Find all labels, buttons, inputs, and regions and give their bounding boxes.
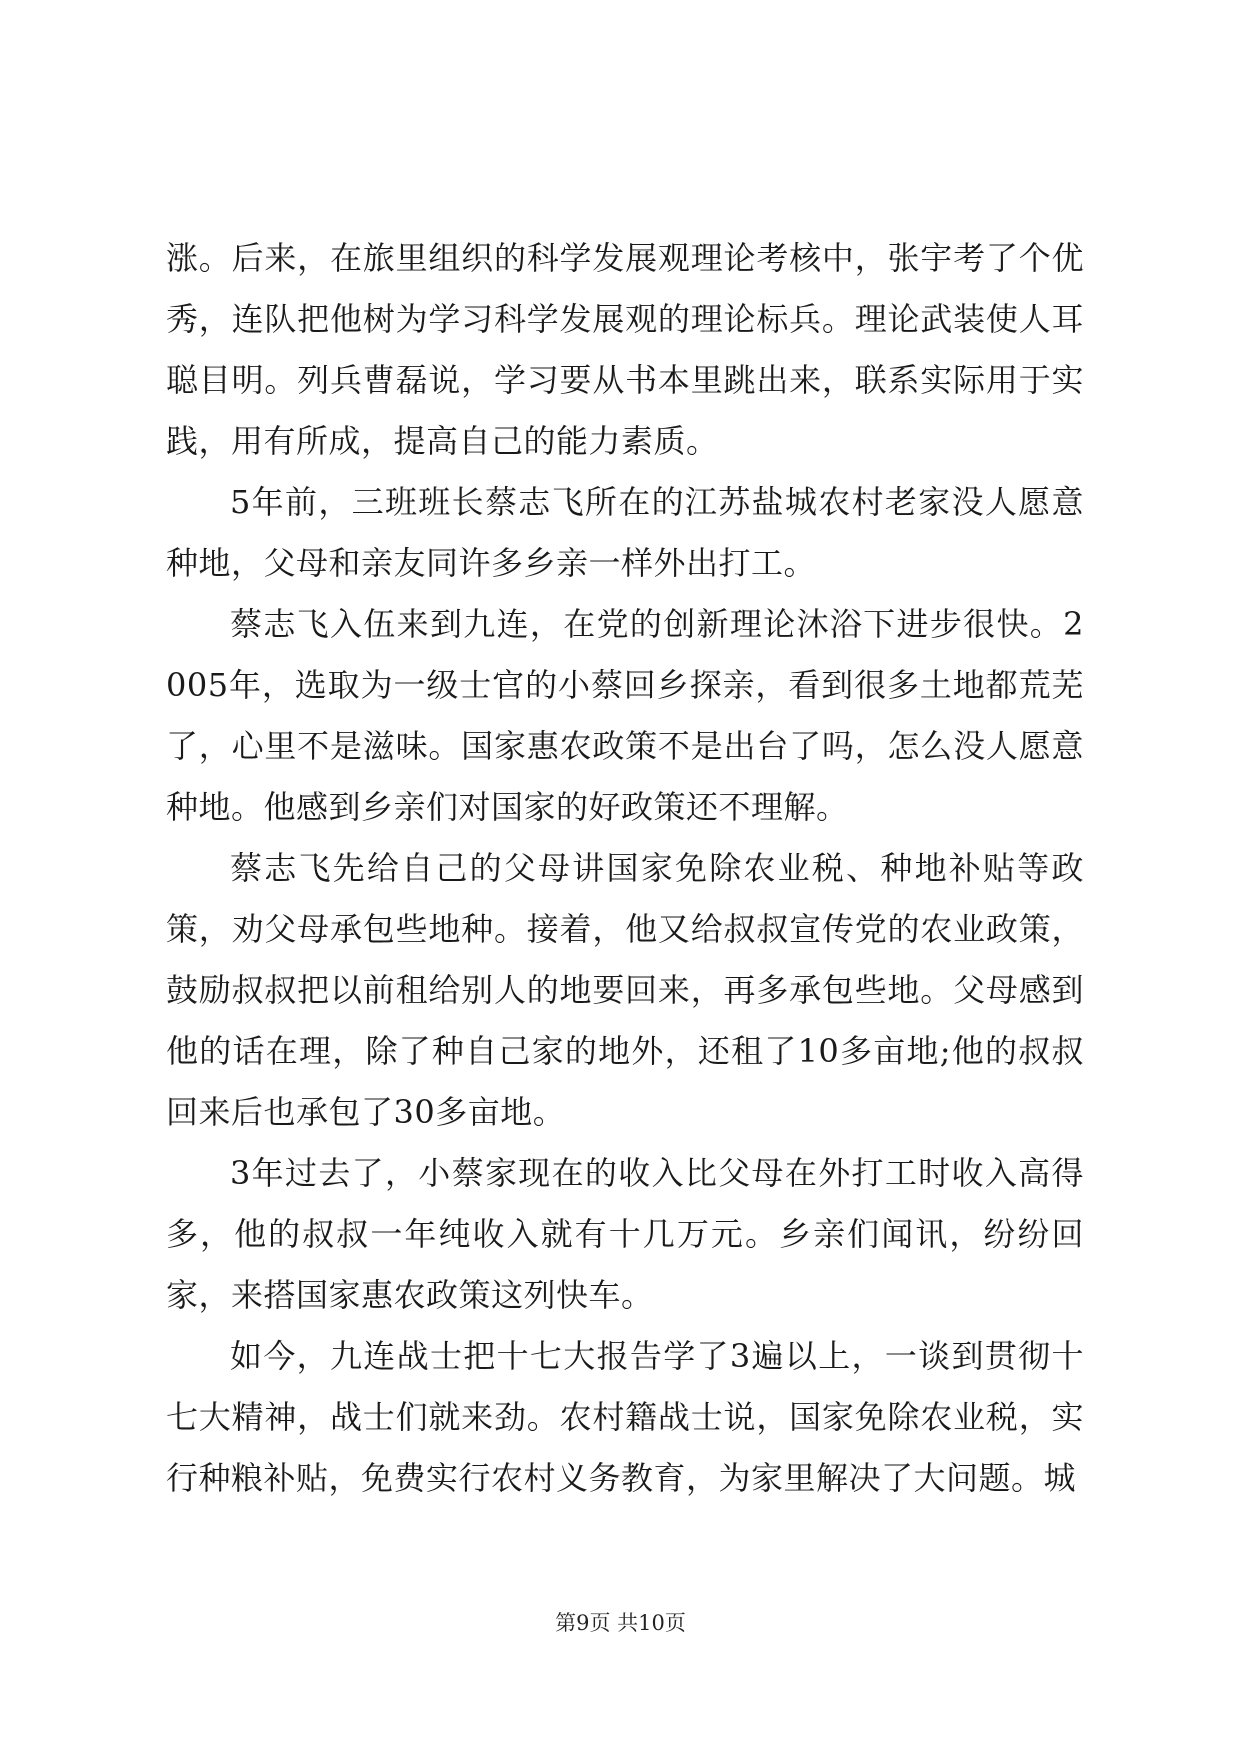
paragraph-1: 涨。后来，在旅里组织的科学发展观理论考核中，张宇考了个优秀，连队把他树为学习科学发展观的理论标兵。理论武装使人耳聪目明。列兵曹磊说，学习要从书本里跳出来，联系实际用于实践，用有所成，提高自己的能力素质。 xyxy=(166,239,1084,460)
page-footer xyxy=(0,1608,1241,1638)
paragraph-5: 3年过去了，小蔡家现在的收入比父母在外打工时收入高得多，他的叔叔一年纯收入就有十几万元。乡亲们闻讯，纷纷回家，来搭国家惠农政策这列快车。 xyxy=(166,1154,1084,1314)
paragraph-3: 蔡志飞入伍来到九连，在党的创新理论沐浴下进步很快。2005年，选取为一级士官的小蔡回乡探亲，看到很多土地都荒芜了，心里不是滋味。国家惠农政策不是出台了吗，怎么没人愿意种地。他感到乡亲们对国家的好政策还不理解。 xyxy=(166,605,1084,826)
paragraph-4: 蔡志飞先给自己的父母讲国家免除农业税、种地补贴等政策，劝父母承包些地种。接着，他又给叔叔宣传党的农业政策，鼓励叔叔把以前租给别人的地要回来，再多承包些地。父母感到他的话在理，除了种自己家的地外，还租了10多亩地;他的叔叔回来后也承包了30多亩地。 xyxy=(166,849,1084,1131)
paragraph-6: 如今，九连战士把十七大报告学了3遍以上，一谈到贯彻十七大精神，战士们就来劲。农村籍战士说，国家免除农业税，实行种粮补贴，免费实行农村义务教育，为家里解决了大问题。城 xyxy=(166,1337,1084,1497)
page-number-label: 第9页 共10页 xyxy=(555,1611,686,1635)
paragraph-2: 5年前，三班班长蔡志飞所在的江苏盐城农村老家没人愿意种地，父母和亲友同许多乡亲一样外出打工。 xyxy=(166,483,1084,582)
document-body xyxy=(166,228,1084,1509)
